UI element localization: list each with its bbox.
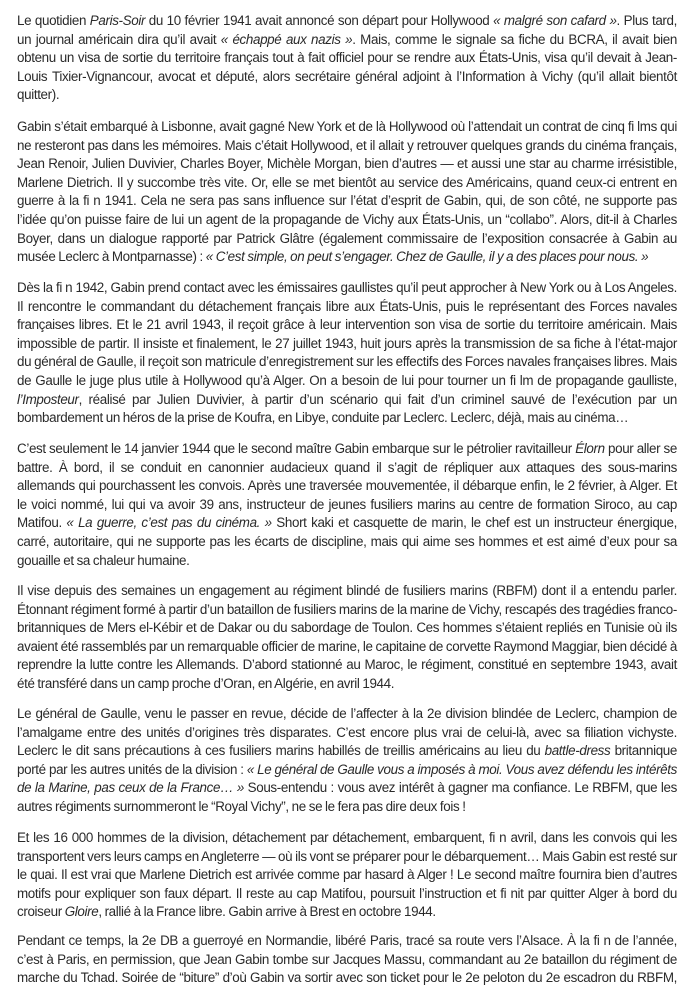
text-segment: musée Leclerc à Montparnasse) : xyxy=(17,249,206,265)
text-line xyxy=(17,49,677,68)
text-line xyxy=(17,638,677,657)
paragraph-4 xyxy=(17,440,677,570)
text-line xyxy=(17,885,677,904)
text-segment: le voici nommé, lui qui va avoir 39 ans, instructeur de jeunes fusiliers marins au centre de formation Siroco, au cap xyxy=(17,496,677,512)
text-line xyxy=(17,932,677,951)
italic-text: « Le général de Gaulle vous a imposés à moi. Vous avez défendu les intérêts xyxy=(246,761,677,777)
text-segment: Boyer, dans un dialogue rapporté par Patrick Glâtre (également commissaire de l’exposition consacrée à Gabin au xyxy=(17,230,677,246)
text-line xyxy=(17,298,677,317)
text-segment: françaises libres. Et le 21 avril 1943, il reçoit grâce à leur intervention son visa de sortie du territoire américain. Mais xyxy=(17,317,677,333)
text-segment: battre. À bord, il se conduit en canonnier audacieux quand il s’agit de répliquer aux attaques des sous-marins xyxy=(17,459,677,475)
text-segment: Le quotidien xyxy=(17,13,90,28)
text-line xyxy=(17,137,677,156)
text-line xyxy=(17,619,677,638)
text-line xyxy=(17,514,677,533)
text-segment: Short kaki et casquette de marin, le chef est un instructeur énergique, xyxy=(271,515,677,531)
paragraph-1 xyxy=(17,12,677,105)
italic-text: battle-dress xyxy=(544,743,611,759)
text-line xyxy=(17,951,677,970)
text-segment: marche du Tchad. Soirée de “biture” d’où Gabin va sortir avec son ticket pour le 2e peloton du 2e escadron du RBFM, xyxy=(17,970,677,986)
text-line xyxy=(17,68,677,87)
text-line xyxy=(17,211,677,230)
paragraph-5 xyxy=(17,582,677,694)
italic-text: Paris-Soir xyxy=(89,13,146,28)
text-line xyxy=(17,496,677,515)
text-line xyxy=(17,761,677,780)
text-segment: obtenu un visa de sortie du territoire français tout à fait officiel pour se rendre aux États-Unis, visa qu’il devait à Jean- xyxy=(17,50,677,66)
italic-text: « échappé aux nazis » xyxy=(220,31,353,47)
text-segment: guerre à la fi n 1941. Cela ne sera pas sans influence sur l’état d’esprit de Gabin, qui, de son côté, ne supporte pas xyxy=(17,193,677,209)
text-segment: porté par les autres unités de la division : xyxy=(17,761,247,777)
text-line xyxy=(17,86,677,105)
text-line xyxy=(17,705,677,724)
text-line xyxy=(17,409,677,428)
text-segment: , rallié à la France libre. Gabin arrive à Brest en octobre 1944. xyxy=(98,904,436,920)
text-segment: Il rencontre le commandant du détachement français libre aux États-Unis, puis le représentant des Forces navales xyxy=(17,298,677,314)
text-segment: de Gaulle le juge plus utile à Hollywood qu’à Alger. On a besoin de lui pour tourner un fi lm de propagande gaulliste, xyxy=(17,372,677,388)
text-line xyxy=(17,279,677,298)
text-segment: allemands qui pourchassent les convois. Après une traversée mouvementée, il débarque enfin, le 2 février, à Alger. Et xyxy=(17,478,677,494)
text-line xyxy=(17,477,677,496)
text-segment: transportent vers leurs camps en Angleterre — où ils vont se préparer pour le débarquement… Mais Gabin est resté sur xyxy=(17,848,677,864)
text-segment: un journal américain dira qu’il avait xyxy=(17,31,221,47)
text-segment: bombardement un héros de la prise de Koufra, en Libye, conduite par Leclerc. Leclerc, déjà, mais au cinéma… xyxy=(17,410,629,426)
italic-text: Élorn xyxy=(575,441,605,456)
text-line xyxy=(17,533,677,552)
text-line xyxy=(17,779,677,798)
text-segment: Gabin s’était embarqué à Lisbonne, avait gagné New York et de là Hollywood où l’attendait un contrat de cinq fi lms qui xyxy=(17,119,677,134)
text-line xyxy=(17,353,677,372)
text-segment: c’est à Paris, en permission, que Jean Gabin tombe sur Jacques Massu, commandant au 2e bataillon du régiment de xyxy=(17,951,677,967)
text-segment: carré, autoritaire, qui ne supporte pas les écarts de discipline, mais qui aime ses hommes et est aimé d’eux pour sa xyxy=(17,533,677,549)
text-line xyxy=(17,440,677,459)
text-segment: Louis Tixier-Vignancour, avocat et député, alors secrétaire général adjoint à l’Information à Vichy (qu’il allait bientôt xyxy=(17,68,677,84)
text-segment: l’amalgame entre des unités d’origines très disparates. C’est encore plus vrai de celui-là, avec sa filiation vichyste. xyxy=(17,724,677,740)
text-segment: le quai. Il est vrai que Marlene Dietrich est arrivée comme par hasard à Alger ! Le second maître fournira bien d’autres xyxy=(17,867,677,883)
text-segment: croiseur xyxy=(17,904,65,920)
text-segment: du 10 février 1941 avait annoncé son départ pour Hollywood xyxy=(145,13,494,28)
italic-text: « C’est simple, on peut s’engager. Chez de Gaulle, il y a des places pour nous. » xyxy=(205,249,649,265)
italic-text: « La guerre, c’est pas du cinéma. » xyxy=(66,515,272,531)
text-segment: Matifou. xyxy=(17,515,67,531)
text-line xyxy=(17,174,677,193)
text-line xyxy=(17,459,677,478)
text-segment: autres régiments surnommeront le “Royal Vichy”, ne se le fera pas dire deux fois ! xyxy=(17,798,466,814)
text-line xyxy=(17,391,677,410)
text-segment: pour aller se xyxy=(604,441,677,456)
text-line xyxy=(17,31,677,50)
text-segment: . Mais, comme le signale sa fiche du BCRA, il avait bien xyxy=(352,31,677,47)
text-segment: reprendre la lutte contre les Allemands. D’abord stationné au Maroc, le régiment, constitué en septembre 1943, avait xyxy=(17,657,677,673)
text-line xyxy=(17,656,677,675)
italic-text: « malgré son cafard » xyxy=(493,13,617,28)
text-segment: C’est seulement le 14 janvier 1944 que le second maître Gabin embarque sur le pétrolier ravitailleur xyxy=(17,441,576,456)
text-line xyxy=(17,829,677,848)
paragraph-2 xyxy=(17,118,677,267)
text-line xyxy=(17,969,677,988)
text-segment: Sous-entendu : vous avez intérêt à gagner ma confiance. Le RBFM, que les xyxy=(243,780,677,796)
text-segment: Jean Renoir, Julien Duvivier, Charles Boyer, Michèle Morgan, bien d’autres — et aussi une star au charme irrésistible, xyxy=(17,156,677,172)
text-segment: Marlene Dietrich. Il y succombe très vite. Or, elle se met bientôt au service des Américains, quand ceux-ci entrent en xyxy=(17,174,677,190)
text-segment: l’idée qu’on puisse faire de lui un agent de la propagande de Vichy aux États-Unis, un “collabo”. Alors, dit-il à Charles xyxy=(17,211,677,227)
text-line xyxy=(17,118,677,137)
text-segment: Dès la fi n 1942, Gabin prend contact avec les émissaires gaullistes qu’il peut approcher à New York ou à Los Angeles. xyxy=(17,280,677,295)
text-segment: motifs pour expliquer son faux départ. Il reste au cap Matifou, poursuit l’instruction et fi nit par quitter Alger à bord du xyxy=(17,885,677,901)
text-line xyxy=(17,724,677,743)
paragraph-8 xyxy=(17,932,677,988)
paragraph-6 xyxy=(17,705,677,817)
text-line xyxy=(17,601,677,620)
text-line xyxy=(17,552,677,571)
text-line xyxy=(17,192,677,211)
text-line xyxy=(17,335,677,354)
text-segment: Leclerc le dit sans précautions à ces fusiliers marins habillés de treillis américains au lieu du xyxy=(17,743,545,759)
text-segment: . Plus tard, xyxy=(616,13,677,28)
text-line xyxy=(17,230,677,249)
text-line xyxy=(17,903,677,922)
text-line xyxy=(17,866,677,885)
text-segment: gouaille et sa chaleur humaine. xyxy=(17,552,190,568)
text-segment: Et les 16 000 hommes de la division, détachement par détachement, embarquent, fi n avril, dans les convois qui les xyxy=(17,830,677,845)
text-segment: impossible de partir. Il insiste et finalement, le 27 juillet 1943, huit jours après la transmission de sa fiche à l’état-major xyxy=(17,335,677,351)
text-segment: Pendant ce temps, la 2e DB a guerroyé en Normandie, libéré Paris, tracé sa route vers l’Alsace. À la fi n de l’année, xyxy=(17,933,677,948)
text-line xyxy=(17,675,677,694)
text-line xyxy=(17,582,677,601)
text-segment: Le général de Gaulle, venu le passer en revue, décide de l’affecter à la 2e division blindée de Leclerc, champion de xyxy=(17,706,677,721)
text-line xyxy=(17,798,677,817)
italic-text: Gloire xyxy=(64,904,99,920)
text-line xyxy=(17,155,677,174)
text-segment: quitter). xyxy=(17,87,60,103)
text-segment: du général de Gaulle, il reçoit son matricule d’enregistrement sur les effectifs des Forces navales françaises libres. Mais xyxy=(17,354,677,370)
text-line xyxy=(17,848,677,867)
text-line xyxy=(17,316,677,335)
paragraph-7 xyxy=(17,829,677,922)
italic-text: l’Imposteur xyxy=(17,391,79,407)
text-line xyxy=(17,742,677,761)
text-segment: Étonnant régiment formé à partir d’un bataillon de fusiliers marins de la marine de Vichy, rescapés des tragédies franco- xyxy=(17,601,677,617)
text-line xyxy=(17,372,677,391)
text-segment: ne resteront pas dans les mémoires. Mais c’était Hollywood, et il allait y retrouver quelques grands du cinéma français, xyxy=(17,137,677,153)
text-segment: été transféré dans un camp proche d’Oran, en Algérie, en avril 1944. xyxy=(17,675,395,691)
text-segment: , réalisé par Julien Duvivier, à partir d’un scénario qui fait d’un criminel sauvé de l’exécution par un xyxy=(78,391,677,407)
text-line xyxy=(17,12,677,31)
text-segment: avaient été rassemblés par un remarquable officier de marine, le capitaine de corvette Raymond Maggiar, bien décidé à xyxy=(17,638,677,654)
text-segment: britanniques de Mers el-Kébir et de Dakar ou du sabordage de Toulon. Ces hommes s’étaient repliés en Tunisie où ils xyxy=(17,620,677,636)
paragraph-3 xyxy=(17,279,677,428)
text-segment: Il vise depuis des semaines un engagement au régiment blindé de fusiliers marins (RBFM) dont il a entendu parler. xyxy=(17,583,677,598)
italic-text: de la Marine, pas ceux de la France… » xyxy=(17,780,244,796)
text-segment: britannique xyxy=(610,743,677,759)
text-line xyxy=(17,248,677,267)
